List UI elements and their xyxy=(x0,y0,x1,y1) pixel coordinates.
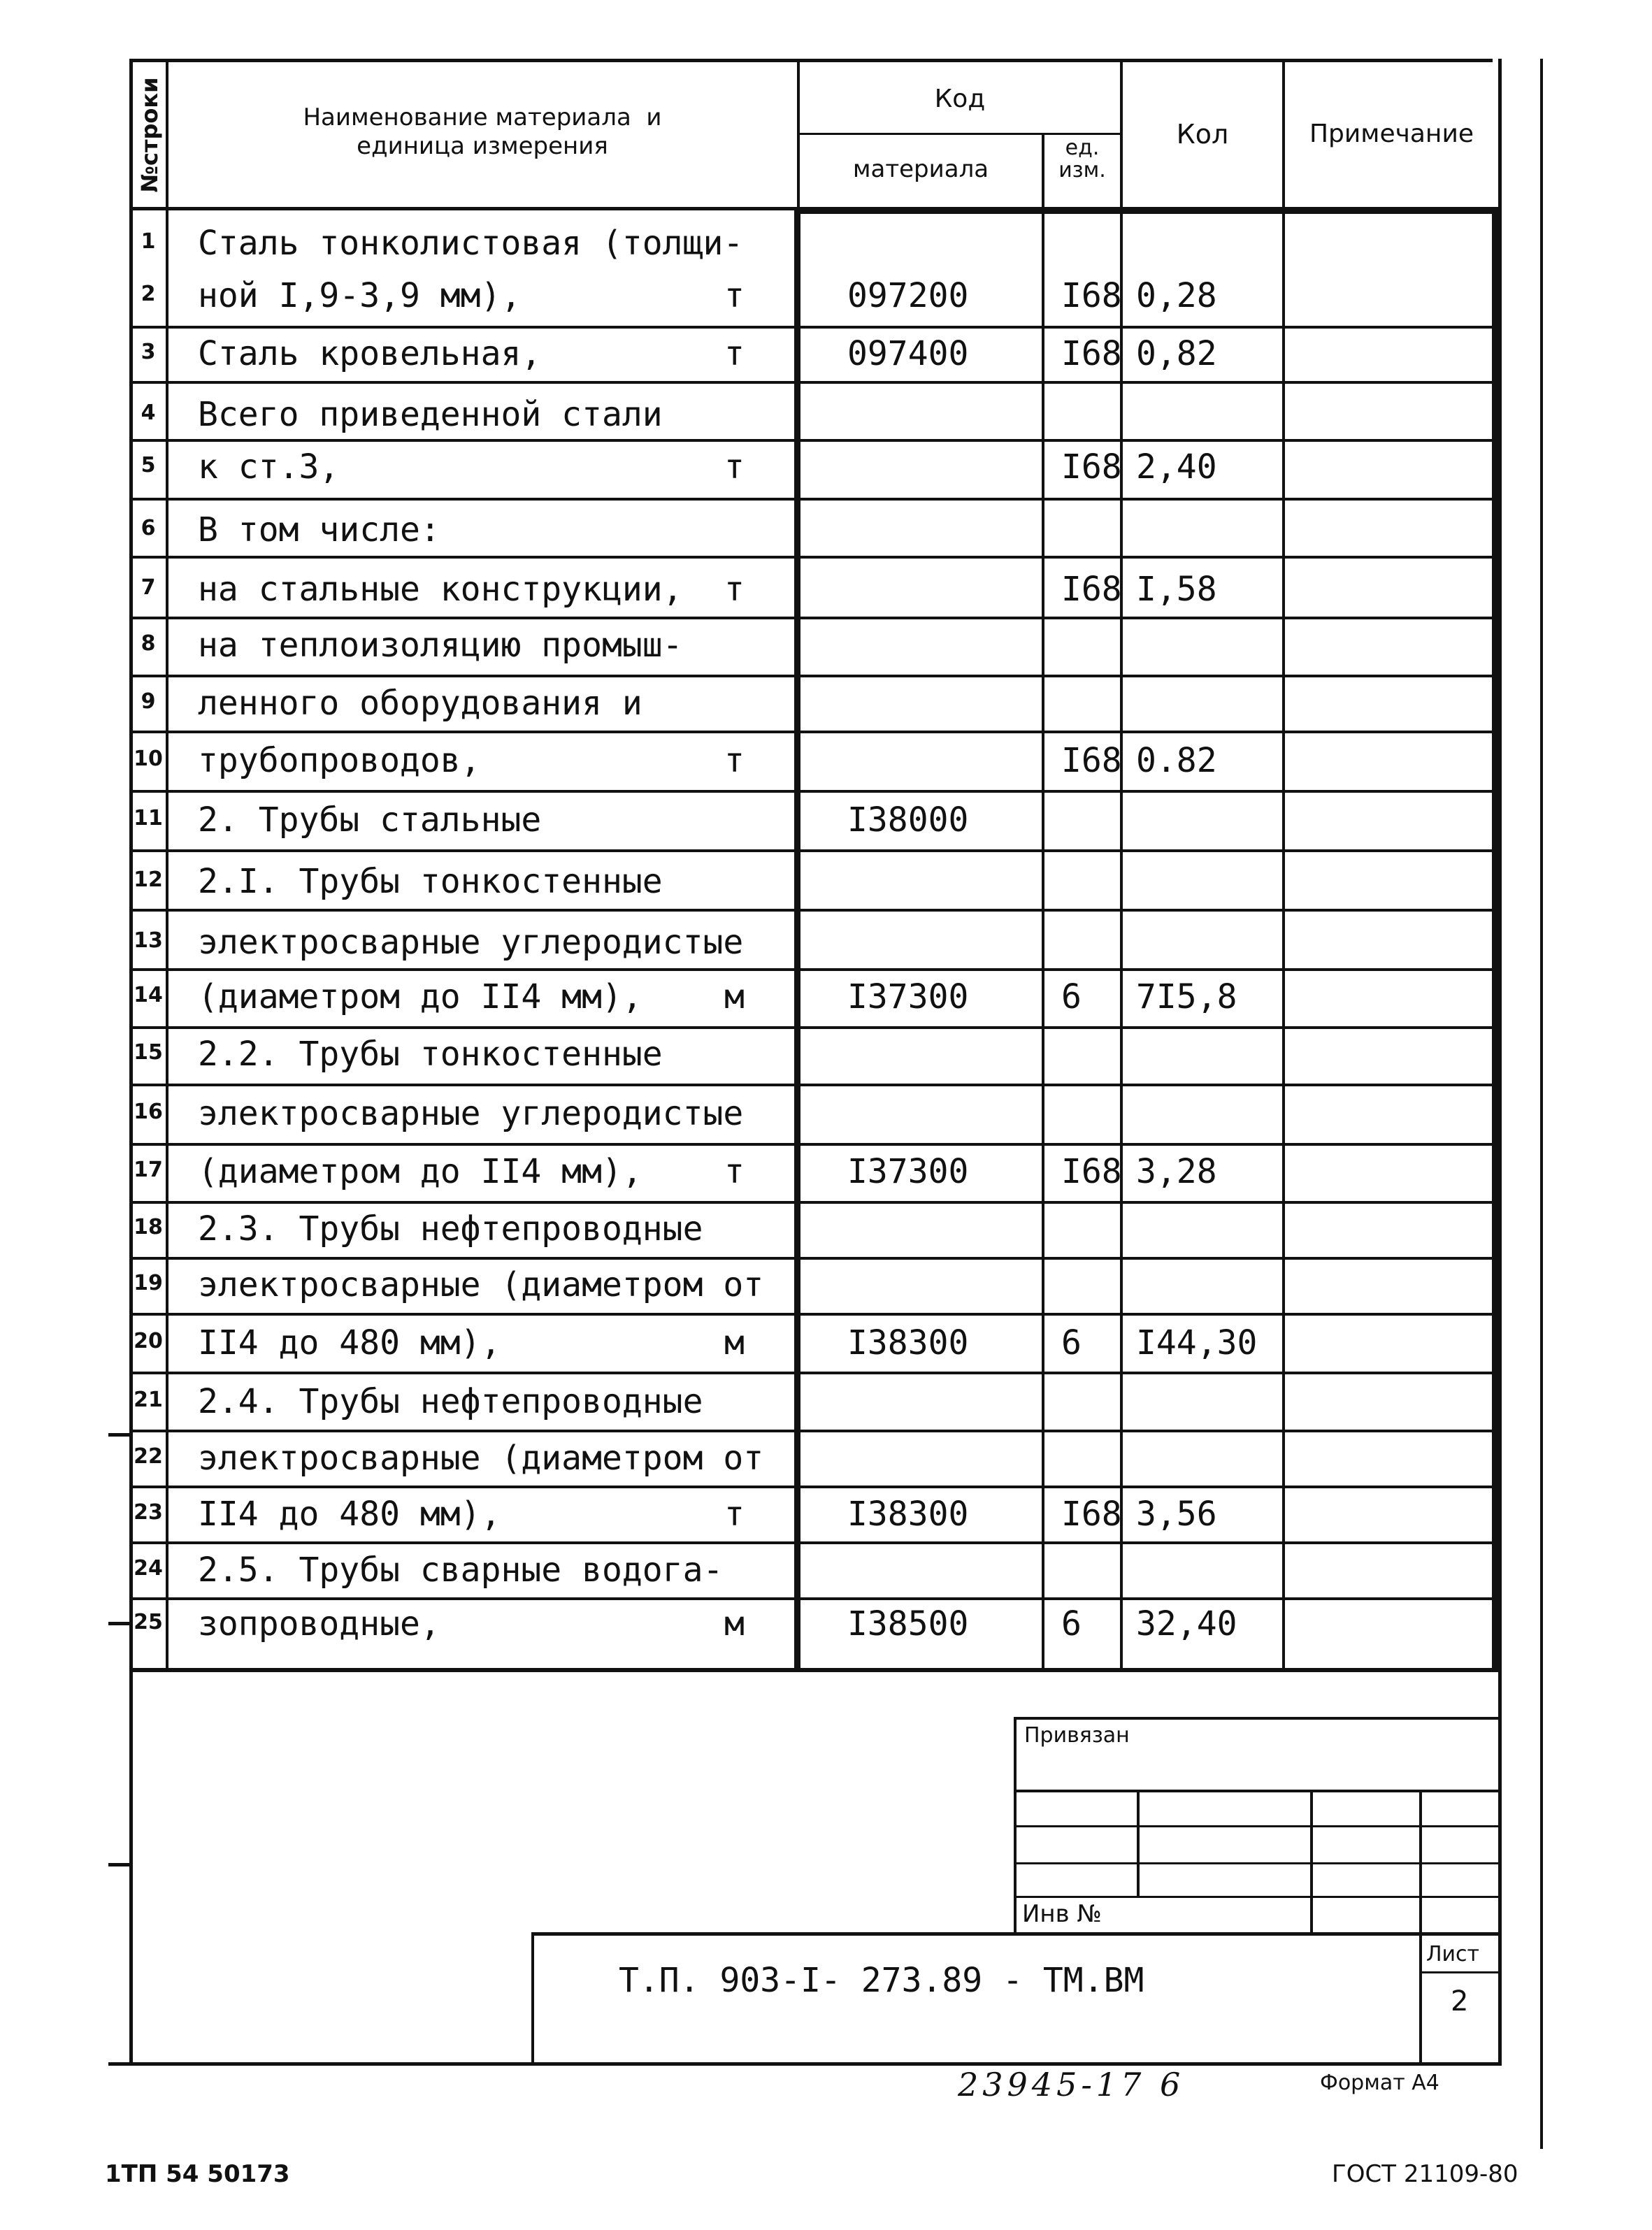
row-separator xyxy=(132,439,1495,442)
row-number: 13 xyxy=(134,928,163,953)
row-number: 9 xyxy=(141,689,156,714)
unit-code: 6 xyxy=(1061,1604,1082,1643)
unit-code: I68 xyxy=(1061,447,1122,487)
material-name: электросварные (диаметром от xyxy=(198,1439,764,1478)
row-separator xyxy=(132,1313,1495,1316)
unit-of-measure: м xyxy=(724,977,745,1016)
row-number: 12 xyxy=(134,868,163,892)
material-name: Сталь кровельная, xyxy=(198,334,542,373)
row-number: 7 xyxy=(141,575,156,600)
unit-code: 6 xyxy=(1061,1323,1082,1362)
unit-of-measure: т xyxy=(724,276,745,315)
row-number-header: №строки xyxy=(136,76,163,193)
stamp-vline-3 xyxy=(1419,1790,1422,1934)
stamp-vline-1 xyxy=(1137,1790,1140,1898)
row-number: 15 xyxy=(134,1040,163,1065)
row-number: 19 xyxy=(134,1271,163,1295)
unit-of-measure: т xyxy=(724,447,745,487)
material-code: I38300 xyxy=(847,1323,969,1362)
unit-of-measure: т xyxy=(724,1495,745,1534)
material-name: трубопроводов, xyxy=(198,741,481,780)
row-separator xyxy=(132,1372,1495,1374)
material-name: 2.2. Трубы тонкостенные xyxy=(198,1035,663,1074)
sheet-label: Лист xyxy=(1426,1942,1480,1966)
row-number: 6 xyxy=(141,516,156,540)
gost-reference: ГОСТ 21109-80 xyxy=(1332,2160,1518,2188)
unit-code: I68 xyxy=(1061,276,1122,315)
quantity-header: Кол xyxy=(1176,119,1229,150)
unit-code: I68 xyxy=(1061,570,1122,609)
quantity-value: 0,82 xyxy=(1136,334,1217,373)
quantity-value: 32,40 xyxy=(1136,1604,1237,1643)
material-name: электросварные углеродистые xyxy=(198,1094,744,1133)
note-header: Примечание xyxy=(1309,120,1474,148)
quantity-value: 0.82 xyxy=(1136,741,1217,780)
unit-of-measure: т xyxy=(724,334,745,373)
material-name: зопроводные, xyxy=(198,1604,440,1643)
material-code: I38300 xyxy=(847,1495,969,1534)
material-code: 097400 xyxy=(847,334,969,373)
material-name: ленного оборудования и xyxy=(198,684,642,723)
margin-tick-3 xyxy=(108,1863,131,1866)
material-code: I38000 xyxy=(847,800,969,840)
row-number: 1 xyxy=(141,229,156,254)
row-separator xyxy=(132,1430,1495,1432)
row-separator xyxy=(132,1257,1495,1260)
row-separator xyxy=(132,731,1495,733)
unit-code: I68 xyxy=(1061,741,1122,780)
album-code: 1ТП 54 50173 xyxy=(105,2160,290,2188)
stamp-vline-2 xyxy=(1310,1790,1313,1934)
stamp-line-3 xyxy=(1014,1862,1502,1864)
code-material-header: материала xyxy=(852,155,989,183)
row-separator xyxy=(132,849,1495,852)
row-separator xyxy=(132,1026,1495,1029)
material-code: I37300 xyxy=(847,977,969,1016)
row-number: 2 xyxy=(141,282,156,306)
material-name: (диаметром до II4 мм), xyxy=(198,1152,642,1191)
material-code: I37300 xyxy=(847,1152,969,1191)
material-name: II4 до 480 мм), xyxy=(198,1323,501,1362)
code-unit-header: ед. изм. xyxy=(1058,136,1106,182)
table-top-border xyxy=(129,59,1493,62)
row-number: 17 xyxy=(134,1158,163,1182)
unit-of-measure: м xyxy=(724,1323,745,1362)
material-code: 097200 xyxy=(847,276,969,315)
handwritten-number: 23945-17 6 xyxy=(958,2066,1185,2103)
row-separator xyxy=(132,1201,1495,1204)
row-number: 3 xyxy=(141,340,156,364)
row-number: 10 xyxy=(134,747,163,771)
unit-of-measure: т xyxy=(724,741,745,780)
quantity-value: 3,28 xyxy=(1136,1152,1217,1191)
bold-box-left xyxy=(794,208,800,1669)
material-name: Сталь тонколистовая (толщи- xyxy=(198,224,744,263)
bold-box-right xyxy=(1492,208,1499,1669)
row-number: 8 xyxy=(141,631,156,656)
row-number: 24 xyxy=(134,1556,163,1581)
quantity-value: 0,28 xyxy=(1136,276,1217,315)
material-code: I38500 xyxy=(847,1604,969,1643)
row-number: 5 xyxy=(141,453,156,477)
stamp-box-top xyxy=(1014,1717,1502,1720)
document-designation: Т.П. 903-I- 273.89 - ТМ.ВМ xyxy=(619,1961,1144,2000)
row-separator xyxy=(132,1597,1495,1600)
designation-box-left xyxy=(531,1932,534,2065)
material-name: 2.3. Трубы нефтепроводные xyxy=(198,1209,703,1249)
body-bottom-line xyxy=(129,1668,1502,1672)
row-separator xyxy=(132,1541,1495,1544)
privyazan-label: Привязан xyxy=(1024,1723,1130,1748)
row-separator xyxy=(132,790,1495,793)
quantity-value: 3,56 xyxy=(1136,1495,1217,1534)
unit-of-measure: т xyxy=(724,1152,745,1191)
unit-of-measure: т xyxy=(724,570,745,609)
format-label: Формат А4 xyxy=(1320,2071,1439,2095)
quantity-value: I44,30 xyxy=(1136,1323,1258,1362)
stamp-line-1 xyxy=(1014,1790,1502,1792)
stamp-line-2 xyxy=(1014,1825,1502,1827)
unit-of-measure: м xyxy=(724,1604,745,1643)
row-separator xyxy=(132,1084,1495,1086)
material-name: на теплоизоляцию промыш- xyxy=(198,626,683,665)
material-name: Всего приведенной стали xyxy=(198,395,663,434)
material-name: 2. Трубы стальные xyxy=(198,800,542,840)
quantity-value: 2,40 xyxy=(1136,447,1217,487)
sheet-number: 2 xyxy=(1451,1985,1469,2017)
row-number: 21 xyxy=(134,1388,163,1412)
material-name: (диаметром до II4 мм), xyxy=(198,977,642,1016)
quantity-value: 7I5,8 xyxy=(1136,977,1237,1016)
row-separator xyxy=(132,381,1495,384)
row-separator xyxy=(132,498,1495,501)
row-number: 22 xyxy=(134,1444,163,1469)
row-separator xyxy=(132,617,1495,619)
divider-code-unit xyxy=(1042,133,1044,1670)
page-right-border xyxy=(1540,59,1543,2149)
sheet-box-left xyxy=(1419,1932,1422,2065)
row-number: 25 xyxy=(134,1610,163,1634)
row-separator xyxy=(132,675,1495,677)
row-number: 16 xyxy=(134,1100,163,1124)
row-separator xyxy=(132,968,1495,971)
row-number: 18 xyxy=(134,1215,163,1239)
row-separator xyxy=(132,1143,1495,1146)
page-bottom-border xyxy=(108,2062,1502,2066)
row-separator xyxy=(132,1486,1495,1488)
code-subheader-line xyxy=(797,133,1123,135)
row-number: 4 xyxy=(141,401,156,425)
material-name: 2.4. Трубы нефтепроводные xyxy=(198,1382,703,1421)
row-separator xyxy=(132,556,1495,559)
row-separator xyxy=(132,326,1495,329)
designation-box-top xyxy=(531,1932,1502,1936)
unit-code: I68 xyxy=(1061,334,1122,373)
material-name: ной I,9-3,9 мм), xyxy=(198,276,522,315)
code-header: Код xyxy=(934,85,986,113)
unit-code: I68 xyxy=(1061,1495,1122,1534)
margin-tick-1 xyxy=(108,1433,131,1437)
divider-note xyxy=(1282,59,1285,1670)
margin-tick-2 xyxy=(108,1622,131,1625)
material-name: В том числе: xyxy=(198,510,440,549)
divider-rownum xyxy=(166,59,168,1670)
inventory-number-label: Инв № xyxy=(1022,1900,1102,1928)
bold-box-top xyxy=(794,208,1499,214)
row-separator xyxy=(132,909,1495,912)
sheet-box-mid xyxy=(1419,1971,1502,1973)
material-name: к ст.3, xyxy=(198,447,340,487)
material-name: II4 до 480 мм), xyxy=(198,1495,501,1534)
unit-code: I68 xyxy=(1061,1152,1122,1191)
material-name: 2.I. Трубы тонкостенные xyxy=(198,862,663,901)
material-name: электросварные углеродистые xyxy=(198,923,744,962)
material-name: электросварные (диаметром от xyxy=(198,1265,764,1304)
row-number: 20 xyxy=(134,1329,163,1353)
material-name-header: Наименование материала и единица измерения xyxy=(303,103,662,160)
quantity-value: I,58 xyxy=(1136,570,1217,609)
row-number: 11 xyxy=(134,806,163,830)
material-name: 2.5. Трубы сварные водога- xyxy=(198,1551,724,1590)
row-number: 23 xyxy=(134,1500,163,1525)
unit-code: 6 xyxy=(1061,977,1082,1016)
row-number: 14 xyxy=(134,983,163,1007)
material-name: на стальные конструкции, xyxy=(198,570,683,609)
stamp-line-4 xyxy=(1014,1896,1502,1898)
